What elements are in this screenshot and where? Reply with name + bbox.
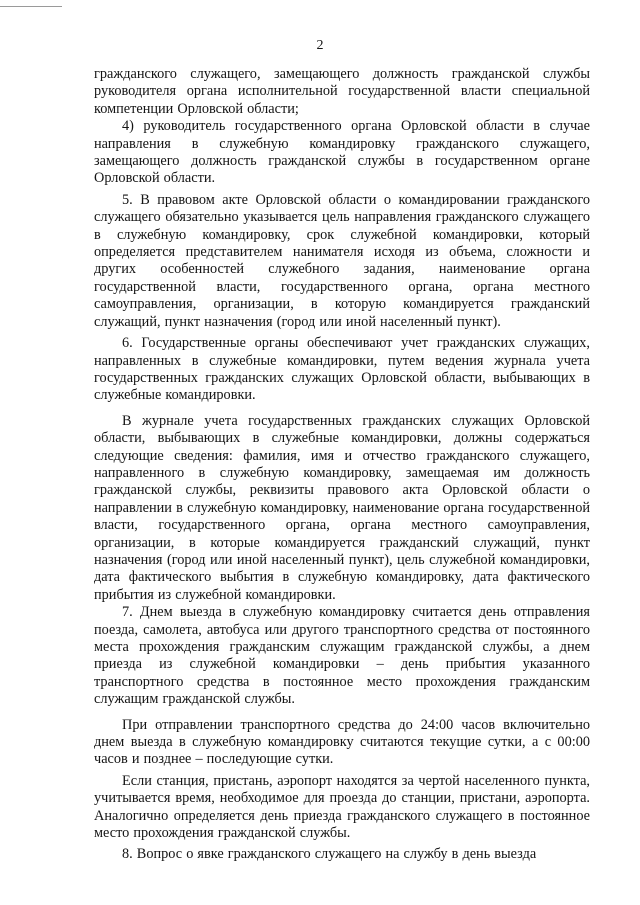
page-number: 2: [316, 38, 324, 53]
paragraph-departure-time: При отправлении транспортного средства до 24:00 часов включительно днем выезда в служебную командировку считаются текущие сутки, а с 00:00 часов и позднее – последующие сутки.: [94, 716, 590, 768]
paragraph-item-7: 7. Днем выезда в служебную командировку считается день отправления поезда, самолета, автобуса или другого транспортного средства от постоянного места прохождения гражданским служащим гражданской службы, а днем приезда из служебной командировки – день прибытия указанного транспортного средства в постоянное место прохождения гражданским служащим гражданской службы.: [94, 604, 590, 708]
paragraph-item-4: 4) руководитель государственного органа Орловской области в случае направления в служебную командировку гражданского служащего, замещающего должность гражданской службы в государственном органе Орловской области.: [94, 118, 590, 187]
paragraph-item-6: 6. Государственные органы обеспечивают учет гражданских служащих, направленных в служебные командировки, путем ведения журнала учета государственных гражданских служащих Орловской области, выбывающих в служебные командировки.: [94, 335, 590, 404]
top-edge-line: [0, 6, 62, 7]
paragraph-continuation: гражданского служащего, замещающего должность гражданской службы руководителя органа исполнительной государственной власти специальной компетенции Орловской области;: [94, 66, 590, 117]
paragraph-item-5: 5. В правовом акте Орловской области о командировании гражданского служащего обязательно указывается цель направления гражданского служащего в служебную командировку, срок служебной командировки, который определяется представителем нанимателя исходя из объема, сложности и других особенностей служебного задания, наименование органа государственной власти, государственного органа, органа местного самоуправления, организации, в которую командируется гражданский служащий, пункт назначения (город или иной населенный пункт).: [94, 191, 590, 330]
paragraph-station-outside: Если станция, пристань, аэропорт находятся за чертой населенного пункта, учитывается время, необходимое для проезда до станции, пристани, аэропорта. Аналогично определяется день приезда гражданского служащего в постоянное место прохождения гражданской службы.: [94, 772, 590, 842]
paragraph-item-8: 8. Вопрос о явке гражданского служащего на службу в день выезда: [122, 846, 537, 863]
paragraph-journal-contents: В журнале учета государственных гражданских служащих Орловской области, выбывающих в служебные командировки, должны содержаться следующие сведения: фамилия, имя и отчество гражданского служащего, направленного в служебную командировку, замещаемая им должность гражданской службы, реквизиты правового акта Орловской области о направлении в служебную командировку, наименование органа государственной власти, государственного органа, органа местного самоуправления, организации, в которые командируется гражданский служащий, пункт назначения (город или иной населенный пункт), цель служебной командировки, дата фактического выбытия в служебную командировку, дата фактического прибытия из служебной командировки.: [94, 412, 590, 603]
document-body: [94, 66, 590, 864]
